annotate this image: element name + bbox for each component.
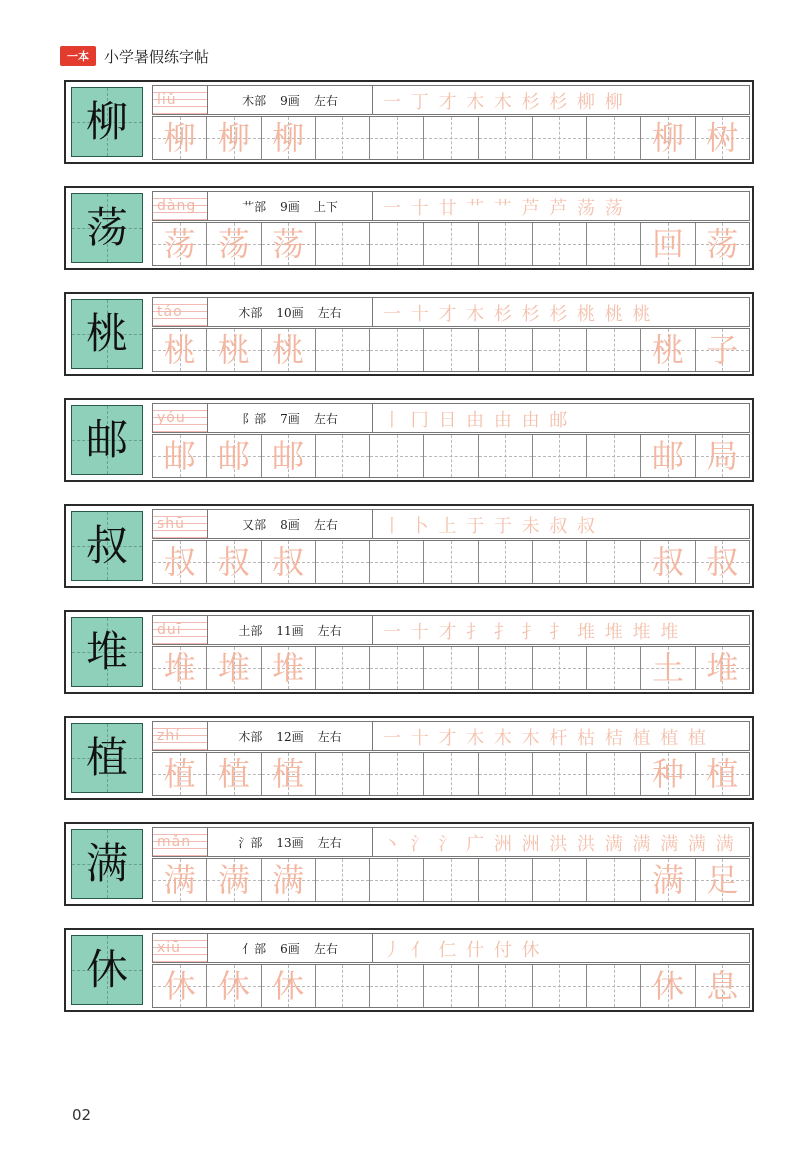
model-character: 邮 <box>85 415 128 464</box>
writing-cell[interactable] <box>587 859 641 901</box>
practice-row <box>64 822 754 906</box>
pinyin-box[interactable] <box>153 404 208 432</box>
trace-character: 柳 <box>272 119 305 157</box>
writing-cell[interactable] <box>207 541 261 583</box>
writing-cell[interactable] <box>479 541 533 583</box>
writing-cell[interactable] <box>262 223 316 265</box>
writing-cell[interactable] <box>207 647 261 689</box>
pinyin-trace: duī <box>157 622 182 638</box>
character-meta <box>208 934 373 962</box>
writing-cell[interactable] <box>641 117 695 159</box>
trace-character: 堆 <box>217 649 250 687</box>
writing-cell[interactable] <box>370 859 424 901</box>
writing-cell[interactable] <box>370 223 424 265</box>
writing-cell[interactable] <box>207 753 261 795</box>
practice-row <box>64 716 754 800</box>
structure: 左右 <box>317 729 342 744</box>
writing-cell[interactable] <box>153 435 207 477</box>
trace-character: 植 <box>706 755 739 793</box>
writing-cell[interactable] <box>153 329 207 371</box>
trace-character: 局 <box>706 437 739 475</box>
trace-character: 堆 <box>272 649 305 687</box>
writing-cell[interactable] <box>262 753 316 795</box>
writing-cell[interactable] <box>479 223 533 265</box>
writing-cell[interactable] <box>641 859 695 901</box>
writing-cell[interactable] <box>153 859 207 901</box>
trace-character: 满 <box>217 861 250 899</box>
writing-cell[interactable] <box>262 541 316 583</box>
practice-grid <box>152 646 750 690</box>
practice-grid <box>152 540 750 584</box>
trace-character: 桃 <box>652 331 685 369</box>
writing-cell[interactable] <box>641 223 695 265</box>
writing-cell[interactable] <box>370 117 424 159</box>
writing-cell[interactable] <box>641 329 695 371</box>
page-header <box>60 44 209 68</box>
writing-cell[interactable] <box>370 753 424 795</box>
character-meta <box>208 616 373 644</box>
writing-cell[interactable] <box>262 647 316 689</box>
writing-cell[interactable] <box>316 541 370 583</box>
character-info-line <box>152 191 750 221</box>
stroke-count: 9画 <box>280 93 300 108</box>
model-character-box <box>71 617 143 687</box>
character-meta <box>208 298 373 326</box>
writing-cell[interactable] <box>316 859 370 901</box>
writing-cell[interactable] <box>479 117 533 159</box>
trace-character: 堆 <box>706 649 739 687</box>
trace-character: 叔 <box>652 543 685 581</box>
writing-cell[interactable] <box>262 859 316 901</box>
writing-cell[interactable] <box>153 647 207 689</box>
trace-character: 荡 <box>272 225 305 263</box>
writing-cell[interactable] <box>316 329 370 371</box>
stroke-count: 8画 <box>280 517 300 532</box>
practice-grid <box>152 116 750 160</box>
writing-cell[interactable] <box>533 223 587 265</box>
practice-grid <box>152 964 750 1008</box>
practice-row <box>64 610 754 694</box>
practice-row <box>64 398 754 482</box>
writing-cell[interactable] <box>587 753 641 795</box>
pinyin-box[interactable] <box>153 192 208 220</box>
character-meta <box>208 510 373 538</box>
structure: 左右 <box>317 835 342 850</box>
stroke-count: 7画 <box>280 411 300 426</box>
writing-cell[interactable] <box>696 223 749 265</box>
stroke-count: 11画 <box>276 623 304 638</box>
stroke-count: 6画 <box>280 941 300 956</box>
trace-character: 足 <box>706 861 739 899</box>
page-number: 02 <box>72 1106 92 1124</box>
model-character-box <box>71 299 143 369</box>
trace-character: 满 <box>272 861 305 899</box>
writing-cell[interactable] <box>316 965 370 1007</box>
character-info-line <box>152 85 750 115</box>
writing-cell[interactable] <box>207 117 261 159</box>
writing-cell[interactable] <box>479 647 533 689</box>
trace-character: 满 <box>652 861 685 899</box>
pinyin-box[interactable] <box>153 616 208 644</box>
stroke-order: 丶 氵 氵 广 洲 洲 洪 洪 满 满 满 满 满 <box>383 834 736 855</box>
pinyin-box[interactable] <box>153 828 208 856</box>
writing-cell[interactable] <box>424 117 478 159</box>
writing-cell[interactable] <box>533 541 587 583</box>
writing-cell[interactable] <box>424 859 478 901</box>
trace-character: 荡 <box>163 225 196 263</box>
writing-cell[interactable] <box>262 329 316 371</box>
writing-cell[interactable] <box>479 859 533 901</box>
character-meta <box>208 86 373 114</box>
writing-cell[interactable] <box>207 223 261 265</box>
writing-cell[interactable] <box>316 223 370 265</box>
structure: 左右 <box>313 93 338 108</box>
stroke-order: 一 十 才 木 杉 杉 杉 桃 桃 桃 <box>383 304 653 325</box>
character-info-line <box>152 721 750 751</box>
writing-cell[interactable] <box>424 329 478 371</box>
writing-cell[interactable] <box>424 647 478 689</box>
model-character: 休 <box>85 945 128 994</box>
trace-character: 息 <box>706 967 739 1005</box>
writing-cell[interactable] <box>696 753 749 795</box>
character-info-line <box>152 827 750 857</box>
practice-grid <box>152 222 750 266</box>
trace-character: 叔 <box>163 543 196 581</box>
writing-cell[interactable] <box>316 647 370 689</box>
pinyin-trace: táo <box>157 304 183 320</box>
trace-character: 休 <box>217 967 250 1005</box>
practice-rows <box>64 80 754 1034</box>
writing-cell[interactable] <box>207 435 261 477</box>
model-character-box <box>71 723 143 793</box>
pinyin-box[interactable] <box>153 934 208 962</box>
stroke-order: 丿 亻 仁 什 付 休 <box>383 940 542 961</box>
writing-cell[interactable] <box>479 965 533 1007</box>
writing-cell[interactable] <box>262 965 316 1007</box>
writing-cell[interactable] <box>533 859 587 901</box>
model-character-box <box>71 87 143 157</box>
writing-cell[interactable] <box>533 117 587 159</box>
writing-cell[interactable] <box>587 541 641 583</box>
pinyin-trace: liǔ <box>157 92 177 108</box>
writing-cell[interactable] <box>153 541 207 583</box>
writing-cell[interactable] <box>479 753 533 795</box>
trace-character: 满 <box>163 861 196 899</box>
trace-character: 叔 <box>272 543 305 581</box>
model-character: 堆 <box>85 627 128 676</box>
trace-character: 植 <box>163 755 196 793</box>
radical: 氵部 <box>238 835 263 850</box>
radical: 艹部 <box>242 199 267 214</box>
pinyin-trace: mǎn <box>157 834 192 850</box>
writing-cell[interactable] <box>153 117 207 159</box>
writing-cell[interactable] <box>533 647 587 689</box>
radical: 阝部 <box>242 411 267 426</box>
trace-character: 植 <box>217 755 250 793</box>
writing-cell[interactable] <box>533 965 587 1007</box>
stroke-count: 12画 <box>276 729 304 744</box>
writing-cell[interactable] <box>696 965 749 1007</box>
stroke-order: 一 十 才 扌 扌 扌 扌 堆 堆 堆 堆 <box>383 622 681 643</box>
character-meta <box>208 192 373 220</box>
trace-character: 休 <box>163 967 196 1005</box>
writing-cell[interactable] <box>696 117 749 159</box>
writing-cell[interactable] <box>262 435 316 477</box>
model-character: 荡 <box>85 203 128 252</box>
writing-cell[interactable] <box>153 223 207 265</box>
trace-character: 休 <box>652 967 685 1005</box>
model-character-box <box>71 511 143 581</box>
structure: 左右 <box>313 941 338 956</box>
structure: 左右 <box>313 517 338 532</box>
pinyin-box[interactable] <box>153 722 208 750</box>
pinyin-box[interactable] <box>153 298 208 326</box>
trace-character: 堆 <box>163 649 196 687</box>
practice-row <box>64 928 754 1012</box>
pinyin-box[interactable] <box>153 510 208 538</box>
writing-cell[interactable] <box>316 117 370 159</box>
writing-cell[interactable] <box>696 859 749 901</box>
practice-grid <box>152 328 750 372</box>
stroke-order: 丨 冂 日 由 由 由 邮 <box>383 410 570 431</box>
trace-character: 回 <box>652 225 685 263</box>
trace-character: 邮 <box>217 437 250 475</box>
trace-character: 植 <box>272 755 305 793</box>
writing-cell[interactable] <box>370 541 424 583</box>
writing-cell[interactable] <box>424 223 478 265</box>
pinyin-trace: dàng <box>157 198 197 214</box>
writing-cell[interactable] <box>424 541 478 583</box>
trace-character: 种 <box>652 755 685 793</box>
trace-character: 叔 <box>706 543 739 581</box>
radical: 木部 <box>238 729 263 744</box>
writing-cell[interactable] <box>207 859 261 901</box>
model-character: 柳 <box>85 97 128 146</box>
pinyin-trace: xiū <box>157 940 182 956</box>
trace-character: 邮 <box>652 437 685 475</box>
structure: 左右 <box>317 305 342 320</box>
practice-row <box>64 292 754 376</box>
practice-grid <box>152 752 750 796</box>
writing-cell[interactable] <box>316 435 370 477</box>
series-badge: 一本 <box>60 46 96 66</box>
writing-cell[interactable] <box>641 753 695 795</box>
writing-cell[interactable] <box>370 329 424 371</box>
writing-cell[interactable] <box>641 965 695 1007</box>
writing-cell[interactable] <box>424 435 478 477</box>
practice-row <box>64 504 754 588</box>
writing-cell[interactable] <box>587 223 641 265</box>
stroke-count: 13画 <box>276 835 304 850</box>
trace-character: 子 <box>706 331 739 369</box>
model-character: 桃 <box>85 309 128 358</box>
writing-cell[interactable] <box>696 647 749 689</box>
writing-cell[interactable] <box>370 647 424 689</box>
trace-character: 休 <box>272 967 305 1005</box>
structure: 左右 <box>313 411 338 426</box>
trace-character: 叔 <box>217 543 250 581</box>
radical: 木部 <box>238 305 263 320</box>
writing-cell[interactable] <box>696 541 749 583</box>
writing-cell[interactable] <box>641 541 695 583</box>
writing-cell[interactable] <box>587 647 641 689</box>
writing-cell[interactable] <box>696 329 749 371</box>
writing-cell[interactable] <box>696 435 749 477</box>
model-character-box <box>71 405 143 475</box>
practice-grid <box>152 858 750 902</box>
character-info-line <box>152 297 750 327</box>
stroke-count: 9画 <box>280 199 300 214</box>
trace-character: 土 <box>652 649 685 687</box>
trace-character: 邮 <box>163 437 196 475</box>
character-meta <box>208 404 373 432</box>
writing-cell[interactable] <box>153 965 207 1007</box>
writing-cell[interactable] <box>316 753 370 795</box>
writing-cell[interactable] <box>207 329 261 371</box>
writing-cell[interactable] <box>533 753 587 795</box>
writing-cell[interactable] <box>641 647 695 689</box>
radical: 土部 <box>238 623 263 638</box>
stroke-order: 丨 卜 上 于 于 未 叔 叔 <box>383 516 598 537</box>
stroke-count: 10画 <box>276 305 304 320</box>
practice-grid <box>152 434 750 478</box>
character-info-line <box>152 509 750 539</box>
trace-character: 桃 <box>217 331 250 369</box>
writing-cell[interactable] <box>153 753 207 795</box>
writing-cell[interactable] <box>424 753 478 795</box>
structure: 上下 <box>313 199 338 214</box>
trace-character: 柳 <box>217 119 250 157</box>
writing-cell[interactable] <box>479 435 533 477</box>
writing-cell[interactable] <box>641 435 695 477</box>
trace-character: 柳 <box>163 119 196 157</box>
writing-cell[interactable] <box>533 435 587 477</box>
structure: 左右 <box>317 623 342 638</box>
stroke-order: 一 十 才 木 木 木 杆 枯 桔 植 植 植 <box>383 728 708 749</box>
model-character: 植 <box>85 733 128 782</box>
practice-row <box>64 80 754 164</box>
pinyin-trace: zhí <box>157 728 181 744</box>
model-character: 叔 <box>85 521 128 570</box>
writing-cell[interactable] <box>587 329 641 371</box>
writing-cell[interactable] <box>262 117 316 159</box>
character-meta <box>208 828 373 856</box>
writing-cell[interactable] <box>479 329 533 371</box>
character-info-line <box>152 933 750 963</box>
pinyin-trace: shū <box>157 516 186 532</box>
model-character: 满 <box>85 839 128 888</box>
model-character-box <box>71 193 143 263</box>
character-info-line <box>152 615 750 645</box>
trace-character: 桃 <box>163 331 196 369</box>
model-character-box <box>71 829 143 899</box>
writing-cell[interactable] <box>207 965 261 1007</box>
writing-cell[interactable] <box>370 435 424 477</box>
writing-cell[interactable] <box>587 965 641 1007</box>
stroke-order: 一 十 廿 艹 艹 芦 芦 荡 荡 <box>383 198 625 219</box>
writing-cell[interactable] <box>587 117 641 159</box>
writing-cell[interactable] <box>370 965 424 1007</box>
trace-character: 荡 <box>217 225 250 263</box>
trace-character: 桃 <box>272 331 305 369</box>
writing-cell[interactable] <box>424 965 478 1007</box>
radical: 亻部 <box>242 941 267 956</box>
book-title: 小学暑假练字帖 <box>104 47 210 66</box>
trace-character: 邮 <box>272 437 305 475</box>
radical: 木部 <box>242 93 267 108</box>
radical: 又部 <box>242 517 267 532</box>
trace-character: 树 <box>706 119 739 157</box>
character-info-line <box>152 403 750 433</box>
model-character-box <box>71 935 143 1005</box>
pinyin-box[interactable] <box>153 86 208 114</box>
practice-row <box>64 186 754 270</box>
pinyin-trace: yóu <box>157 410 186 426</box>
writing-cell[interactable] <box>533 329 587 371</box>
stroke-order: 一 丁 才 木 木 杉 杉 柳 柳 <box>383 92 625 113</box>
trace-character: 荡 <box>706 225 739 263</box>
writing-cell[interactable] <box>587 435 641 477</box>
trace-character: 柳 <box>652 119 685 157</box>
character-meta <box>208 722 373 750</box>
